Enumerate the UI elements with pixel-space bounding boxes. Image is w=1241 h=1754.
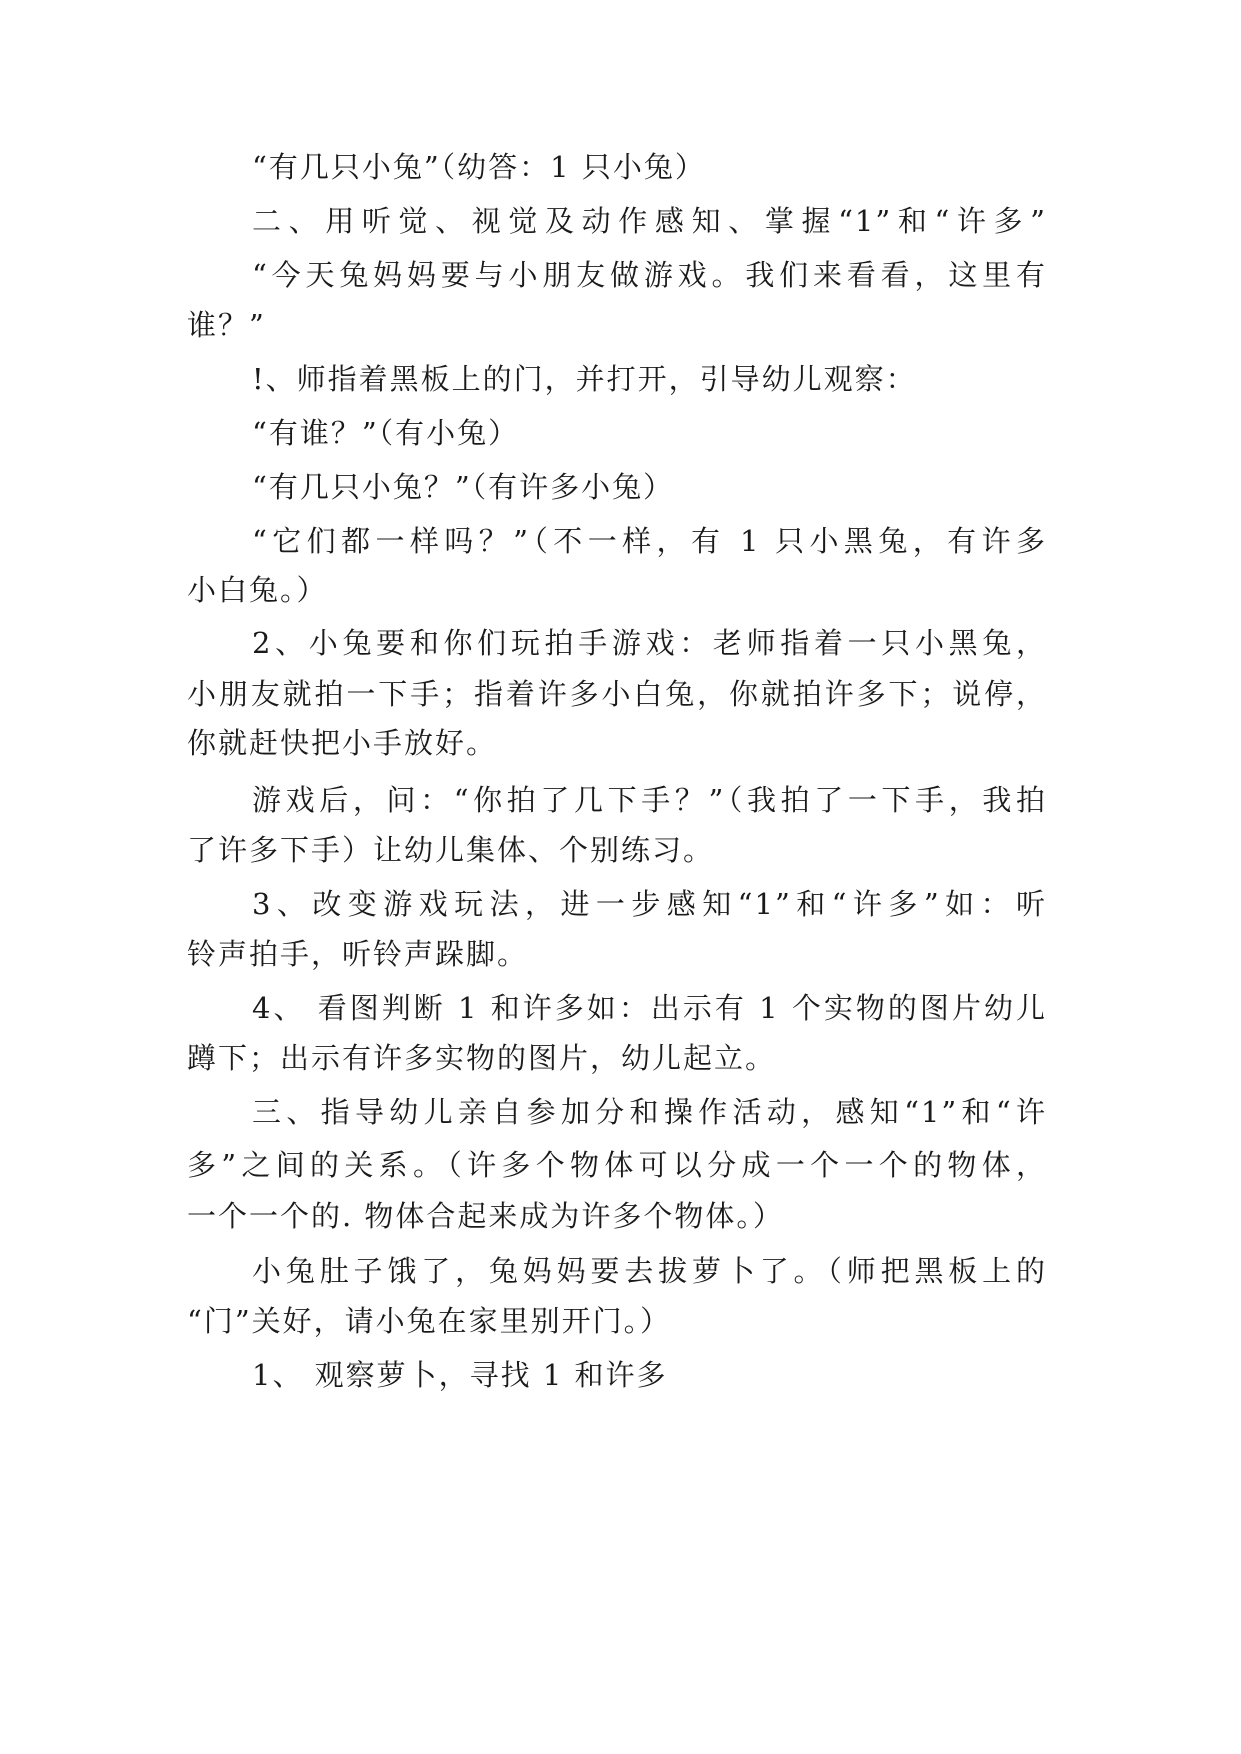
paragraph-line: !、师指着黑板上的门，并打开，引导幼儿观察： [252,362,917,396]
paragraph-line: “今天兔妈妈要与小朋友做游戏。我们来看看，这里有 [252,258,1047,292]
paragraph-line: 铃声拍手，听铃声跺脚。 [187,937,529,971]
section-heading: 二、用听觉、视觉及动作感知、掌握“1”和“许多” [252,204,1047,238]
section-heading: 三、指导幼儿亲自参加分和操作活动，感知“1”和“许 [252,1095,1047,1129]
paragraph-line: 谁？” [187,308,266,342]
paragraph-line: “有谁？”（有小兔） [252,416,520,450]
paragraph-line: 3、改变游戏玩法，进一步感知“1”和“许多”如：听 [252,887,1047,921]
paragraph-line: 2、小兔要和你们玩拍手游戏：老师指着一只小黑兔， [252,626,1047,660]
paragraph-line: 蹲下；出示有许多实物的图片，幼儿起立。 [187,1041,777,1075]
paragraph-line: “有几只小兔”（幼答：1 只小兔） [252,150,706,184]
paragraph-line: “它们都一样吗？”（不一样，有 1 只小黑兔，有许多 [252,524,1047,558]
paragraph-line: 你就赶快把小手放好。 [187,726,498,760]
paragraph-line: 1、 观察萝卜，寻找 1 和许多 [252,1358,668,1392]
paragraph-line: 游戏后，问：“你拍了几下手？”（我拍了一下手，我拍 [252,783,1047,817]
paragraph-line: 4、 看图判断 1 和许多如：出示有 1 个实物的图片幼儿 [252,991,1047,1025]
paragraph-line: 小朋友就拍一下手；指着许多小白兔，你就拍许多下；说停， [187,677,1047,711]
paragraph-line: 小兔肚子饿了，兔妈妈要去拔萝卜了。（师把黑板上的 [252,1254,1047,1288]
paragraph-line: “门”关好，请小兔在家里别开门。） [187,1304,672,1338]
paragraph-line: 一个一个的. 物体合起来成为许多个物体。） [187,1199,784,1233]
paragraph-line: 了许多下手）让幼儿集体、个别练习。 [187,833,715,867]
paragraph-line: “有几只小兔？”（有许多小兔） [252,470,675,504]
paragraph-line: 小白兔。） [187,573,328,607]
paragraph-line: 多”之间的关系。（许多个物体可以分成一个一个的物体， [187,1148,1047,1182]
